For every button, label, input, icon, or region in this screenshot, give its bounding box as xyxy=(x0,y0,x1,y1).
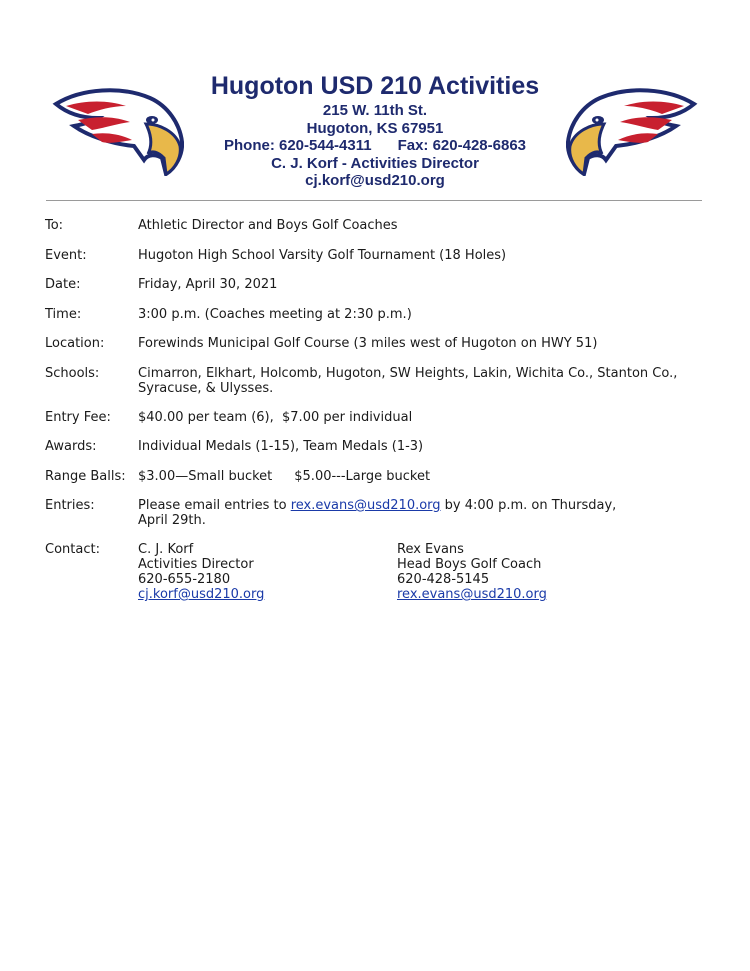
memo-value xyxy=(138,366,698,396)
entries-deadline-date: April 29th. xyxy=(138,513,206,528)
memo-label: Entry Fee: xyxy=(45,410,111,425)
schools-line-1: Cimarron, Elkhart, Holcomb, Hugoton, SW Heights, Lakin, Wichita Co., Stanton Co., xyxy=(138,366,678,381)
letterhead-email: cj.korf@usd210.org xyxy=(305,172,445,189)
memo-label: Location: xyxy=(45,336,105,351)
contact-phone: 620-655-2180 xyxy=(138,572,231,587)
memo-value: 3:00 p.m. (Coaches meeting at 2:30 p.m.) xyxy=(138,307,412,322)
memo-label: Event: xyxy=(45,248,87,263)
letterhead-text xyxy=(190,70,560,190)
address-street: 215 W. 11th St. xyxy=(322,102,428,119)
phone-fax-line xyxy=(190,137,560,155)
entries-text: Please email entries to xyxy=(138,498,291,513)
schools-line-2: Syracuse, & Ulysses. xyxy=(138,381,274,396)
contact-title: Head Boys Golf Coach xyxy=(397,557,542,572)
contact-card xyxy=(397,542,547,602)
memo-label: Range Balls: xyxy=(45,469,126,484)
contact-phone: 620-428-5145 xyxy=(397,572,490,587)
fax-number: Fax: 620-428-6863 xyxy=(397,137,527,154)
eagle-head-icon xyxy=(52,84,184,176)
contact-name: C. J. Korf xyxy=(138,542,194,557)
memo-label: Schools: xyxy=(45,366,100,381)
memo-label: Time: xyxy=(45,307,82,322)
contact-card xyxy=(138,542,264,602)
memo-label: Contact: xyxy=(45,542,100,557)
large-bucket-price: $5.00---Large bucket xyxy=(294,469,431,484)
memo-value: Athletic Director and Boys Golf Coaches xyxy=(138,218,398,233)
memo-value: Forewinds Municipal Golf Course (3 miles west of Hugoton on HWY 51) xyxy=(138,336,598,351)
memo-label: Entries: xyxy=(45,498,95,513)
memo-label: Awards: xyxy=(45,439,97,454)
contact-email-link[interactable]: rex.evans@usd210.org xyxy=(397,587,547,602)
letterhead xyxy=(0,0,750,200)
memo-value: $40.00 per team (6), $7.00 per individual xyxy=(138,410,413,425)
contact-name: Rex Evans xyxy=(397,542,464,557)
org-title: Hugoton USD 210 Activities xyxy=(210,72,540,100)
phone-number: Phone: 620-544-4311 xyxy=(223,137,372,154)
memo-value: Hugoton High School Varsity Golf Tournament (18 Holes) xyxy=(138,248,507,263)
director-line: C. J. Korf - Activities Director xyxy=(271,154,479,172)
address-city: Hugoton, KS 67951 xyxy=(306,119,444,137)
memo-label: Date: xyxy=(45,277,81,292)
header-divider xyxy=(46,200,702,201)
memo-label: To: xyxy=(45,218,64,233)
contact-title: Activities Director xyxy=(138,557,254,572)
memo-value: Individual Medals (1-15), Team Medals (1-3) xyxy=(138,439,424,454)
memo-value xyxy=(138,469,698,484)
memo-value xyxy=(138,498,698,528)
entries-deadline: by 4:00 p.m. on Thursday, xyxy=(440,498,617,513)
entries-email-link[interactable]: rex.evans@usd210.org xyxy=(290,498,441,513)
contact-email-link[interactable]: cj.korf@usd210.org xyxy=(138,587,265,602)
small-bucket-price: $3.00—Small bucket xyxy=(138,469,273,484)
eagle-head-icon xyxy=(566,84,698,176)
memo-value: Friday, April 30, 2021 xyxy=(138,277,278,292)
